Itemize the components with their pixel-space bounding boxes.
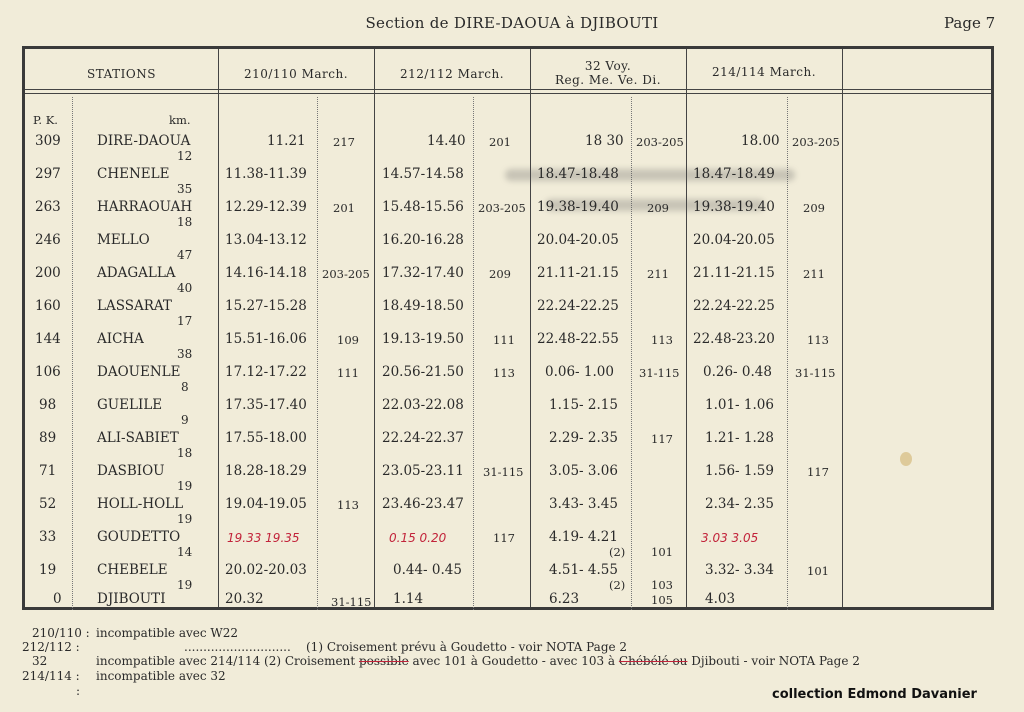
- time-214: 4.03: [705, 591, 736, 607]
- pk: 71: [39, 463, 57, 479]
- time-212: 0.44- 0.45: [393, 562, 462, 578]
- crossing-214: 31-115: [795, 366, 836, 380]
- crossing-210: 31-115: [331, 595, 372, 609]
- crossing-32: 211: [647, 267, 669, 281]
- time-214: 21.11-21.15: [693, 265, 775, 281]
- time-212: 22.24-22.37: [382, 430, 464, 446]
- time-32: 4.51- 4.55: [549, 562, 618, 578]
- crossing-212: 201: [489, 135, 511, 149]
- time-212: 19.13-19.50: [382, 331, 464, 347]
- crossing-212: 113: [493, 366, 515, 380]
- crossing-214: 209: [803, 201, 825, 215]
- note-part: incompatible avec 214/114 (2) Croisement: [96, 654, 356, 668]
- station-name: ADAGALLA: [97, 265, 176, 281]
- time-210: 11.38-11.39: [225, 166, 307, 182]
- page-number: Page 7: [944, 14, 996, 32]
- time-32: 6.23: [549, 591, 580, 607]
- pk: 160: [35, 298, 61, 314]
- header-km: km.: [169, 113, 191, 127]
- station-name: DASBIOU: [97, 463, 165, 479]
- pk: 98: [39, 397, 57, 413]
- km-distance: 17: [177, 314, 193, 328]
- pk: 200: [35, 265, 61, 281]
- time-214: 2.34- 2.35: [705, 496, 774, 512]
- crossing-210: 109: [337, 333, 359, 347]
- station-name: CHEBELE: [97, 562, 168, 578]
- time-32: 21.11-21.15: [537, 265, 619, 281]
- time-32: 4.19- 4.21: [549, 529, 618, 545]
- time-32: 22.48-22.55: [537, 331, 619, 347]
- time-32: 1.15- 2.15: [549, 397, 618, 413]
- pk: 263: [35, 199, 61, 215]
- km-distance: 9: [181, 413, 189, 427]
- time-212: 22.03-22.08: [382, 397, 464, 413]
- pk: 19: [39, 562, 57, 578]
- crossing-210: 203-205: [322, 267, 370, 281]
- header-train-32-line1: 32 Voy.: [584, 59, 632, 73]
- crossing-32: 103: [651, 578, 673, 592]
- header-train-214: 214/114 March.: [711, 65, 817, 79]
- note-text: (1) Croisement prévu à Goudetto - voir NOTA Page 2: [306, 640, 628, 654]
- km-distance: 47: [177, 248, 193, 262]
- km-distance: 18: [177, 215, 193, 229]
- time-210: 13.04-13.12: [225, 232, 307, 248]
- crossing-210: 111: [337, 366, 359, 380]
- note-dots: ............................: [184, 640, 291, 654]
- paper-stain: [900, 452, 912, 466]
- station-name: GOUDETTO: [97, 529, 181, 545]
- time-210: 19.33 19.35: [227, 531, 300, 545]
- time-210: 19.04-19.05: [225, 496, 307, 512]
- note-part: avec 101 à Goudetto - avec 103 à: [412, 654, 616, 668]
- time-210: 20.32: [225, 591, 264, 607]
- crossing-note: (2): [609, 578, 626, 592]
- note-text: [96, 654, 860, 669]
- time-210: 20.02-20.03: [225, 562, 307, 578]
- crossing-210: 113: [337, 498, 359, 512]
- station-name: MELLO: [97, 232, 150, 248]
- pk: 0: [53, 591, 62, 607]
- crossing-32: 203-205: [636, 135, 684, 149]
- note-strike: possible: [358, 654, 409, 668]
- km-distance: 14: [177, 545, 193, 559]
- pk: 106: [35, 364, 61, 380]
- header-stations: STATIONS: [87, 67, 156, 81]
- time-214: 0.26- 0.48: [703, 364, 772, 380]
- station-name: GUELILE: [97, 397, 163, 413]
- time-212: 0.15 0.20: [389, 531, 447, 545]
- crossing-32: 101: [651, 545, 673, 559]
- time-214: 1.01- 1.06: [705, 397, 774, 413]
- time-214: 3.03 3.05: [701, 531, 759, 545]
- station-name: DAOUENLE: [97, 364, 181, 380]
- header-train-210: 210/110 March.: [243, 67, 349, 81]
- time-32: 0.06- 1.00: [545, 364, 614, 380]
- station-name: DJIBOUTI: [97, 591, 166, 607]
- time-32: 18.47-18.48: [537, 166, 619, 182]
- pk: 52: [39, 496, 57, 512]
- time-214: 19.38-19.40: [693, 199, 775, 215]
- time-210: 12.29-12.39: [225, 199, 307, 215]
- note-key: 212/112 :: [22, 640, 80, 654]
- time-32: 19.38-19.40: [537, 199, 619, 215]
- km-distance: 35: [177, 182, 193, 196]
- station-name: LASSARAT: [97, 298, 172, 314]
- time-214: 18.00: [741, 133, 780, 149]
- note-strike: Chébélé ou: [618, 654, 688, 668]
- note-text: incompatible avec 32: [96, 669, 226, 683]
- km-distance: 19: [177, 578, 193, 592]
- station-name: AICHA: [97, 331, 144, 347]
- crossing-212: 111: [493, 333, 515, 347]
- page-title: Section de DIRE-DAOUA à DJIBOUTI: [365, 14, 659, 32]
- station-name: CHENELE: [97, 166, 170, 182]
- credit-text: collection Edmond Davanier: [772, 687, 977, 702]
- timetable: [22, 46, 994, 610]
- header-train-212: 212/112 March.: [399, 67, 505, 81]
- time-214: 22.24-22.25: [693, 298, 775, 314]
- crossing-214: 211: [803, 267, 825, 281]
- header-pk: P. K.: [33, 113, 58, 127]
- note-part: Djibouti - voir NOTA Page 2: [691, 654, 860, 668]
- time-32: 3.05- 3.06: [549, 463, 618, 479]
- crossing-214: 113: [807, 333, 829, 347]
- crossing-note: (2): [609, 545, 626, 559]
- header-train-32-line2: Reg. Me. Ve. Di.: [554, 73, 662, 87]
- time-32: 20.04-20.05: [537, 232, 619, 248]
- station-name: ALI-SABIET: [97, 430, 179, 446]
- time-212: 1.14: [393, 591, 424, 607]
- time-210: 15.27-15.28: [225, 298, 307, 314]
- km-distance: 12: [177, 149, 193, 163]
- time-212: 16.20-16.28: [382, 232, 464, 248]
- crossing-210: 201: [333, 201, 355, 215]
- crossing-214: 101: [807, 564, 829, 578]
- km-distance: 38: [177, 347, 193, 361]
- time-32: 3.43- 3.45: [549, 496, 618, 512]
- km-distance: 18: [177, 446, 193, 460]
- crossing-32: 105: [651, 593, 673, 607]
- crossing-32: 117: [651, 432, 673, 446]
- time-32: 2.29- 2.35: [549, 430, 618, 446]
- km-distance: 8: [181, 380, 189, 394]
- time-214: 1.56- 1.59: [705, 463, 774, 479]
- pk: 33: [39, 529, 57, 545]
- crossing-212: 117: [493, 531, 515, 545]
- crossing-212: 209: [489, 267, 511, 281]
- crossing-32: 209: [647, 201, 669, 215]
- time-32: 22.24-22.25: [537, 298, 619, 314]
- crossing-32: 113: [651, 333, 673, 347]
- crossing-212: 31-115: [483, 465, 524, 479]
- km-distance: 19: [177, 512, 193, 526]
- note-text: incompatible avec W22: [96, 626, 238, 640]
- time-210: 18.28-18.29: [225, 463, 307, 479]
- crossing-214: 203-205: [792, 135, 840, 149]
- time-214: 18.47-18.49: [693, 166, 775, 182]
- time-212: 14.57-14.58: [382, 166, 464, 182]
- station-name: HARRAOUAH: [97, 199, 193, 215]
- crossing-210: 217: [333, 135, 355, 149]
- crossing-212: 203-205: [478, 201, 526, 215]
- time-214: 3.32- 3.34: [705, 562, 774, 578]
- pk: 144: [35, 331, 61, 347]
- note-key: 32: [32, 654, 48, 668]
- note-key: 214/114 :: [22, 669, 80, 683]
- pk: 246: [35, 232, 61, 248]
- km-distance: 19: [177, 479, 193, 493]
- time-214: 22.48-23.20: [693, 331, 775, 347]
- km-distance: 40: [177, 281, 193, 295]
- note-key: :: [76, 684, 81, 698]
- time-212: 23.05-23.11: [382, 463, 464, 479]
- time-212: 17.32-17.40: [382, 265, 464, 281]
- pk: 89: [39, 430, 57, 446]
- note-key: 210/110 :: [32, 626, 90, 640]
- crossing-32: 31-115: [639, 366, 680, 380]
- time-212: 23.46-23.47: [382, 496, 464, 512]
- time-214: 20.04-20.05: [693, 232, 775, 248]
- time-212: 20.56-21.50: [382, 364, 464, 380]
- time-210: 17.12-17.22: [225, 364, 307, 380]
- time-32: 18 30: [585, 133, 624, 149]
- time-212: 15.48-15.56: [382, 199, 464, 215]
- time-210: 17.35-17.40: [225, 397, 307, 413]
- pk: 297: [35, 166, 61, 182]
- time-214: 1.21- 1.28: [705, 430, 774, 446]
- time-210: 14.16-14.18: [225, 265, 307, 281]
- time-210: 11.21: [267, 133, 306, 149]
- time-212: 18.49-18.50: [382, 298, 464, 314]
- time-212: 14.40: [427, 133, 466, 149]
- station-name: HOLL-HOLL: [97, 496, 184, 512]
- station-name: DIRE-DAOUA: [97, 133, 191, 149]
- crossing-214: 117: [807, 465, 829, 479]
- time-210: 17.55-18.00: [225, 430, 307, 446]
- time-210: 15.51-16.06: [225, 331, 307, 347]
- pk: 309: [35, 133, 61, 149]
